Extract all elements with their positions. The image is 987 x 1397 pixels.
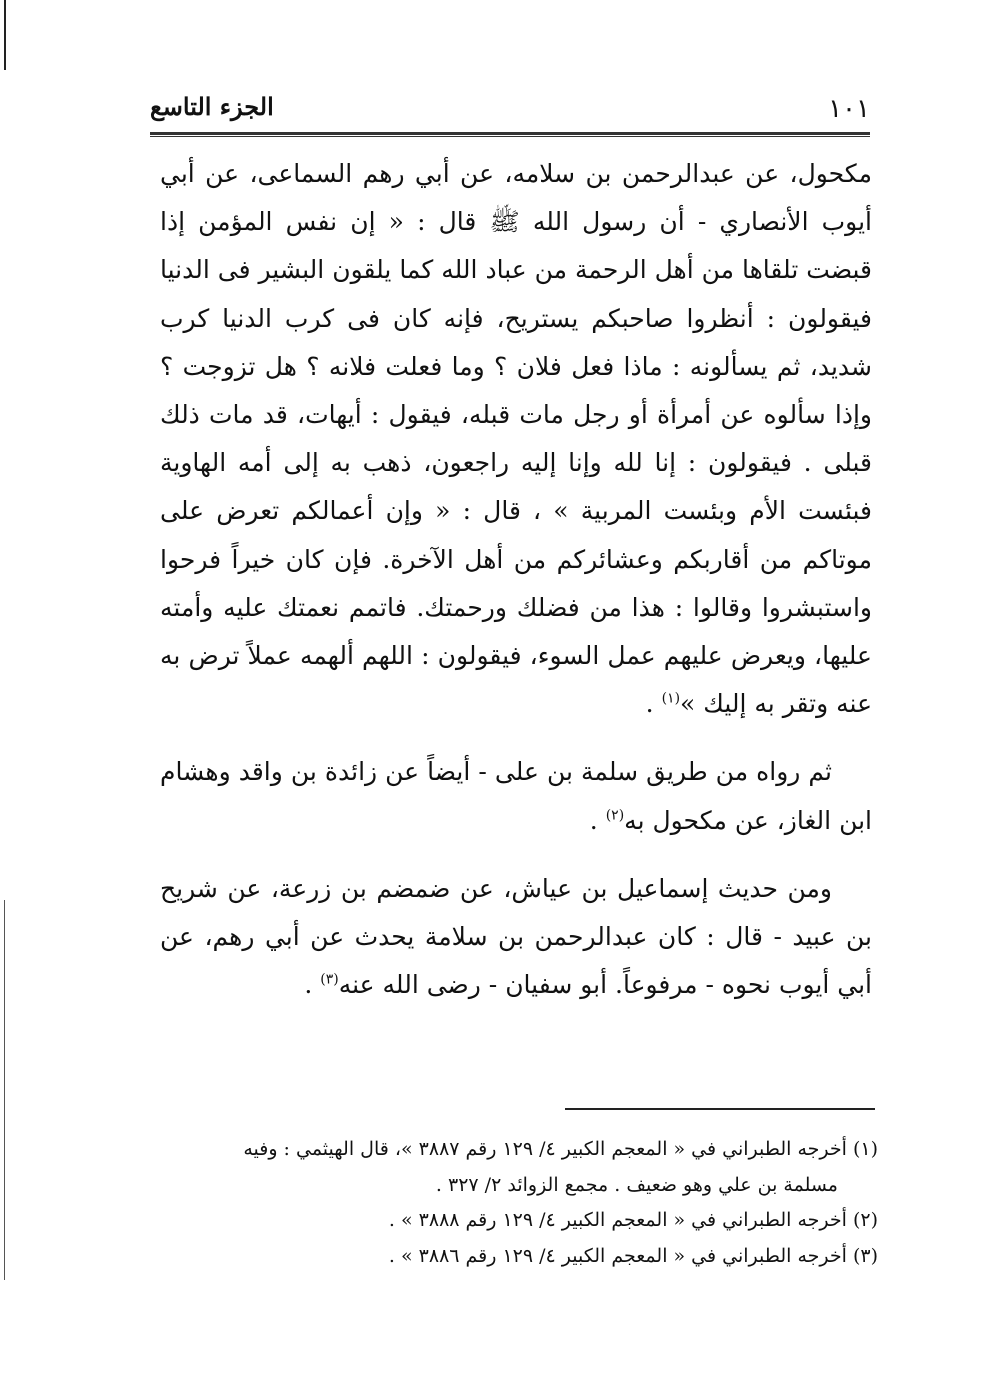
line: ابن الغاز، عن مكحول به [624,805,872,835]
line: مكحول، عن عبدالرحمن بن سلامه، عن أبي رهم السماعى، عن أبي [160,159,872,188]
line: أيوب الأنصاري - أن رسول الله ﷺ قال : « إن نفس المؤمن إذا قبضت [160,207,872,285]
line: تلقاها من أهل الرحمة من عباد الله كما يلقون البشير فى الدنيا فيقولون : [160,255,872,333]
footnote-1-continued: مسلمة بن علي وهو ضعيف . مجمع الزوائد ٢/ ٣٢٧ . [435,1173,838,1196]
line: ثم رواه من طريق سلمة بن على - أيضاً عن زائدة بن واقد وهشام [160,757,832,787]
footnote-ref-2[interactable]: (٢) [605,807,625,824]
page-header [150,90,870,130]
footnote-ref-1[interactable]: (١) [661,690,681,707]
footnote-1: (١) أخرجه الطبراني في « المعجم الكبير ٤/ ١٢٩ رقم ٣٨٨٧ »، قال الهيثمي : وفيه [243,1138,878,1160]
line: يسألونه : ماذا فعل فلان ؟ وما فعلت فلانه ؟ هل تزوجت ؟ وإذا سألوه [160,351,872,430]
page-number: ١٠١ [828,94,870,124]
header-rule [150,132,870,137]
line: وبئست المربية » ، قال : « وإن أعمالكم تعرض على موتاكم من أقاربكم [160,496,872,574]
line: ومن حديث إسماعيل بن عياش، عن ضمضم بن زرعة، عن [227,873,832,903]
footnote-separator [565,1108,875,1110]
paragraph-1 [160,150,872,728]
footnote-2: (٢) أخرجه الطبراني في « المعجم الكبير ٤/ ١٢٩ رقم ٣٨٨٨ » . [388,1209,878,1231]
line: عن أمرأة أو رجل مات قبله، فيقول : أيهات، قد مات ذلك قبلى . [160,400,872,478]
line: فيقولون : إنا لله وإنا إليه راجعون، ذهب به إلى أمه الهاوية فبئست الأم [160,448,872,526]
paragraph-2 [160,748,872,844]
scan-edge-bottom [4,900,5,1280]
line: وعشائركم من أهل الآخرة. فإن كان خيراً فرحوا واستبشروا وقالوا : [160,544,872,622]
main-text [160,150,872,1009]
line: عليهم عمل السوء، فيقولون : اللهم ألهمه عملاً ترض به عنه وتقر به [160,641,872,719]
footnote-ref-3[interactable]: (٣) [320,971,339,988]
paragraph-3 [160,865,872,1010]
line: هذا من فضلك ورحمتك. فاتمم نعمتك عليه وأمته عليها، ويعرض [160,592,872,671]
line-end: . [645,689,662,719]
line-end: . [304,970,321,1000]
line-end: . [589,805,606,835]
footnotes [160,1132,878,1274]
footnote-3: (٣) أخرجه الطبراني في « المعجم الكبير ٤/ ١٢٩ رقم ٣٨٨٦ » . [388,1244,878,1267]
running-title: الجزء التاسع [150,92,274,121]
scan-edge-top [4,0,6,70]
line: إليك » [680,689,747,719]
line: رهم، عن أبي أيوب نحوه - مرفوعاً. أبو سفيان - رضى الله عنه [160,922,872,1000]
line: أنظروا صاحبكم يستريح، فإنه كان فى كرب الدنيا كرب شديد، ثم [160,303,873,381]
line: شريح بن عبيد - قال : كان عبدالرحمن بن سلامة يحدث عن أبي [160,873,873,952]
